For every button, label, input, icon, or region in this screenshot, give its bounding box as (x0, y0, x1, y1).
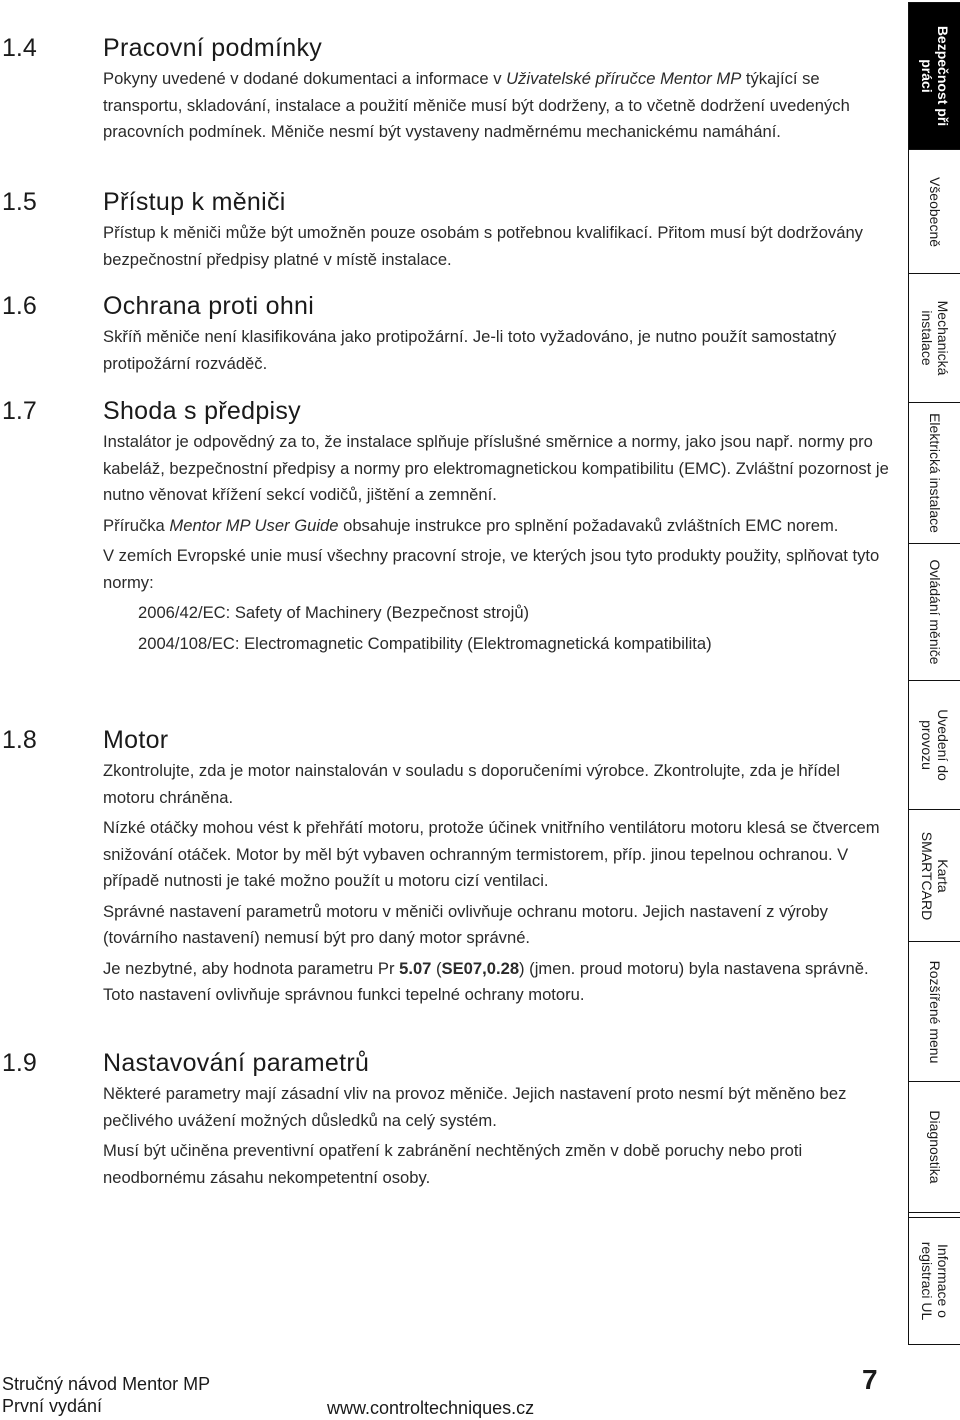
tab-mechanicka-instalace[interactable] (909, 273, 960, 402)
tab-label: Všeobecně (926, 176, 943, 247)
directive-item: 2006/42/EC: Safety of Machinery (Bezpečnost strojů) (138, 603, 530, 622)
section-number: 1.8 (2, 726, 37, 754)
section-heading (0, 30, 900, 66)
tab-label: Ovládání měniče (926, 559, 943, 665)
paragraph: Instalátor je odpovědný za to, že instalace splňuje příslušné směrnice a normy, jako jsou např. normy pro kabeláž, bezpečnostní předpisy a normy pro elektromagnetickou kompatibilitu (EMC). Zvláštní pozornost je nutno věnovat křížení sekcí vodičů, jištění a zemnění. (103, 432, 889, 504)
section-heading (0, 1045, 900, 1081)
section-heading (0, 722, 900, 758)
tab-vseobecne[interactable] (909, 149, 960, 273)
tab-label: Informace o registraci UL (918, 1241, 951, 1321)
section-number: 1.9 (2, 1049, 37, 1077)
section-title: Přístup k měniči (103, 188, 286, 216)
directive-item: 2004/108/EC: Electromagnetic Compatibility (Elektromagnetická kompatibilita) (138, 633, 712, 653)
chapter-tabs (908, 2, 960, 1345)
tab-rozsirene-menu[interactable] (909, 941, 960, 1081)
paragraph: Je nezbytné, aby hodnota parametru Pr 5.07 (SE07,0.28) (jmen. proud motoru) byla nastavena správně. Toto nastavení ovlivňuje správnou funkci tepelné ochrany motoru. (103, 958, 869, 1004)
section-1-5 (0, 184, 900, 273)
footer-edition: První vydání (2, 1396, 103, 1416)
tab-karta-smartcard[interactable] (909, 809, 960, 941)
tab-informace-o-registraci-ul[interactable] (909, 1217, 960, 1344)
paragraph: Zkontrolujte, zda je motor nainstalován v souladu s doporučeními výrobce. Zkontrolujte, zda je hřídel motoru chráněna. (103, 761, 840, 807)
tab-label: Elektrická instalace (926, 413, 943, 533)
section-number: 1.5 (2, 188, 37, 216)
section-title: Motor (103, 726, 169, 754)
tab-ovladani-menice[interactable] (909, 543, 960, 680)
section-1-6 (0, 288, 900, 377)
section-heading (0, 393, 900, 429)
paragraph: Přístup k měniči může být umožněn pouze osobám s potřebnou kvalifikací. Přitom musí být dodržovány bezpečnostní předpisy platné v místě instalace. (103, 223, 863, 269)
section-number: 1.7 (2, 397, 37, 425)
section-title: Nastavování parametrů (103, 1049, 370, 1077)
section-title: Shoda s předpisy (103, 397, 301, 425)
paragraph: Pokyny uvedené v dodané dokumentaci a informace v Uživatelské příručce Mentor MP týkající se transportu, skladování, instalace a použití měniče musí být dodrženy, a to včetně dodržení uvedených pracovních podmínek. Měniče nesmí být vystaveny nadměrnému mechanickému namáhání. (103, 69, 850, 141)
section-title: Ochrana proti ohni (103, 292, 315, 320)
tab-uvedeni-do-provozu[interactable] (909, 680, 960, 809)
footer-doc-title: Stručný návod Mentor MP (2, 1374, 211, 1394)
tab-label: Diagnostika (926, 1110, 943, 1184)
paragraph: V zemích Evropské unie musí všechny pracovní stroje, ve kterých jsou tyto produkty použity, splňovat tyto normy: (103, 546, 880, 592)
section-heading (0, 184, 900, 220)
paragraph: Nízké otáčky mohou vést k přehřátí motoru, protože účinek vnitřního ventilátoru motoru klesá se čtvercem snižování otáček. Motor by měl být vybaven ochranným termistorem, příp. jinou tepelnou ochranou. V případě nutnosti je také možno použít u motoru cizí ventilaci. (103, 818, 880, 890)
paragraph: Musí být učiněna preventivní opatření k zabránění nechtěných změn v době poruchy nebo proti neodbornému zásahu nekompetentní osoby. (103, 1141, 803, 1187)
footer-url: www.controltechniques.cz (327, 1398, 535, 1418)
tab-label: Bezpečnost při práci (918, 25, 951, 127)
paragraph: Některé parametry mají zásadní vliv na provoz měniče. Jejich nastavení proto nesmí být měněno bez pečlivého uvážení možných důsledků na celý systém. (103, 1084, 847, 1130)
tab-elektricka-instalace[interactable] (909, 402, 960, 543)
page-number: 7 (862, 1364, 878, 1395)
tab-bezpecnost-pri-praci[interactable] (909, 3, 960, 149)
paragraph: Skříň měniče není klasifikována jako protipožární. Je-li toto vyžadováno, je nutno použít samostatný protipožární rozváděč. (103, 327, 837, 373)
tab-label: Mechanická instalace (918, 300, 951, 376)
paragraph: Správné nastavení parametrů motoru v měniči ovlivňuje ochranu motoru. Jejich nastavení z výroby (továrního nastavení) nemusí být pro daný motor správné. (103, 901, 828, 947)
tab-label: Rozšířené menu (926, 960, 943, 1063)
tab-diagnostika[interactable] (909, 1081, 960, 1212)
section-number: 1.6 (2, 292, 37, 320)
paragraph: Příručka Mentor MP User Guide obsahuje instrukce pro splnění požadavaků zvláštních EMC norem. (103, 515, 839, 535)
section-1-4 (0, 30, 900, 146)
section-number: 1.4 (2, 34, 37, 62)
section-1-8 (0, 722, 900, 1009)
footer-left (2, 1373, 210, 1417)
tab-label: Uvedení do provozu (918, 709, 951, 781)
section-1-7 (0, 393, 900, 657)
section-1-9 (0, 1045, 900, 1191)
tab-label: Karta SMARTCARD (918, 831, 951, 920)
section-heading (0, 288, 900, 324)
section-title: Pracovní podmínky (103, 34, 323, 62)
